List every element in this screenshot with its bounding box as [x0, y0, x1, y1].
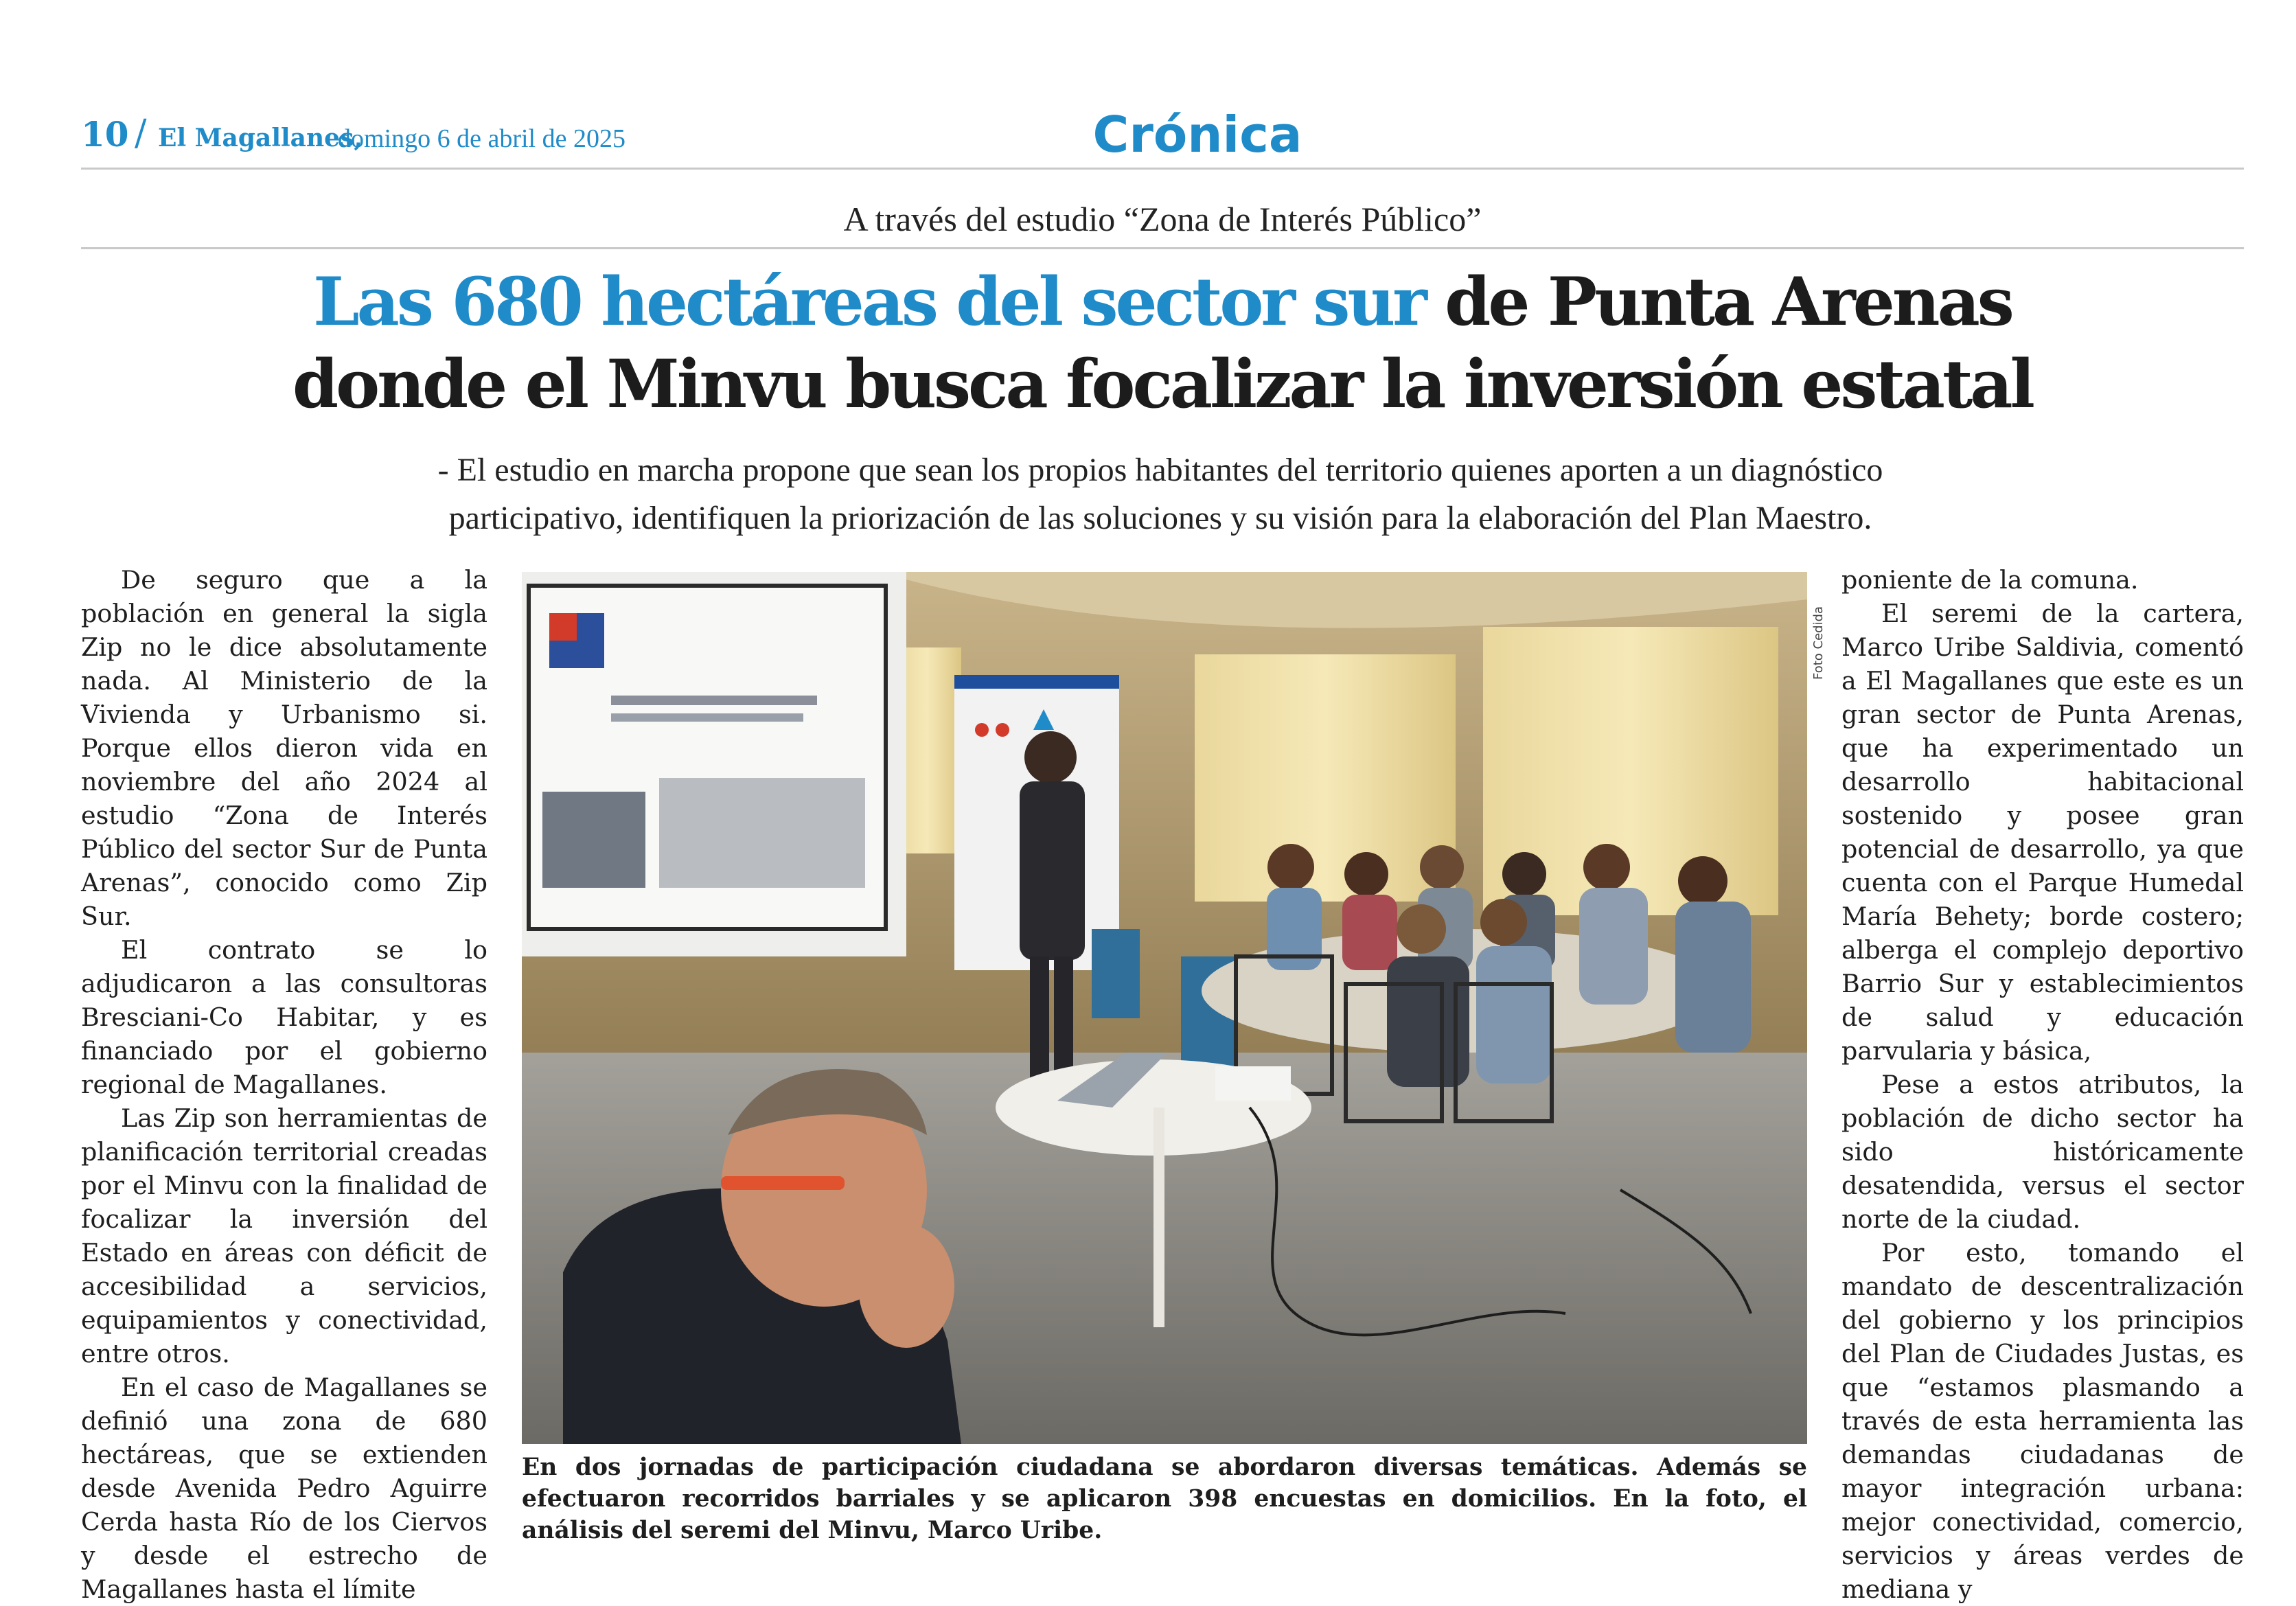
meeting-photo-illustration	[522, 572, 1807, 1444]
paragraph: El seremi de la cartera, Marco Uribe Saldivia, comentó a El Magallanes que este es un gran sector de Punta Arenas, que ha experimentado un desarrollo habitacional sostenido y posee gran potencial de desarrollo, ya que cuenta con el Parque Humedal María Behety; borde costero; alberga el complejo deportivo Barrio Sur y establecimientos de salud y educación parvularia y básica,	[1841, 599, 2244, 1066]
page-header	[81, 106, 2244, 163]
article-photo	[522, 572, 1807, 1444]
paragraph: De seguro que a la población en general la sigla Zip no le dice absolutamente nada. Al Ministerio de la Vivienda y Urbanismo si. Porque ellos dieron vida en noviembre del año 2024 al estudio “Zona de Interés Público del sector Sur de Punta Arenas”, conocido como Zip Sur.	[81, 565, 487, 931]
headline-highlight: Las 680 hectáreas del sector sur	[313, 263, 1425, 341]
article-kicker: A través del estudio “Zona de Interés Público”	[843, 200, 1482, 238]
deck-line-1: - El estudio en marcha propone que sean los propios habitantes del territorio quienes aporten a un diagnóstico	[437, 452, 1883, 488]
issue-date: domingo 6 de abril de 2025	[338, 124, 625, 153]
section-title: Crónica	[1092, 106, 1302, 163]
article-headline	[81, 261, 2244, 426]
paragraph: Las Zip son herramientas de planificación territorial creadas por el Minvu con la finalidad de focalizar la inversión del Estado en áreas con déficit de accesibilidad a servicios, equipamientos y conectividad, entre otros.	[81, 1103, 487, 1368]
paragraph: En el caso de Magallanes se definió una zona de 680 hectáreas, que se extienden desde Avenida Pedro Aguirre Cerda hasta Río de los Ciervos y desde el estrecho de Magallanes hasta el límite	[81, 1373, 487, 1604]
photo-caption: En dos jornadas de participación ciudadana se abordaron diversas temáticas. Además se efectuaron recorridos barriales y se aplicaron 398 encuestas en domicilios. En la foto, el análisis del seremi del Minvu, Marco Uribe.	[522, 1454, 1807, 1544]
kicker-rule	[81, 247, 2244, 249]
body-column-left	[81, 563, 487, 1604]
body-column-right	[1841, 563, 2244, 1604]
paragraph: Pese a estos atributos, la población de dicho sector ha sido históricamente desatendida, versus el sector norte de la ciudad.	[1841, 1070, 2244, 1234]
headline-line1-rest: de Punta Arenas	[1424, 263, 2012, 341]
paragraph-continuation: poniente de la comuna.	[1841, 565, 2139, 595]
paragraph: El contrato se lo adjudicaron a las consultoras Bresciani-Co Habitar, y es financiado por el gobierno regional de Magallanes.	[81, 935, 487, 1099]
newspaper-name: El Magallanes,	[158, 124, 363, 152]
article-deck	[261, 446, 2060, 542]
paragraph: Por esto, tomando el mandato de descentralización del gobierno y los principios del Plan de Ciudades Justas, es que “estamos plasmando a través de esta herramienta las demandas ciudadanas de mayor integración urbana: mejor conectividad, comercio, servicios y áreas verdes de mediana y	[1841, 1238, 2244, 1604]
headline-line2: donde el Minvu busca focalizar la inversión estatal	[292, 345, 2032, 423]
page-number: 10	[81, 114, 129, 154]
photo-credit: Foto Cedida	[1811, 606, 1826, 680]
deck-line-2: participativo, identifiquen la priorización de las soluciones y su visión para la elaboración del Plan Maestro.	[448, 500, 1872, 536]
header-separator: /	[135, 113, 147, 154]
header-rule	[81, 168, 2244, 170]
